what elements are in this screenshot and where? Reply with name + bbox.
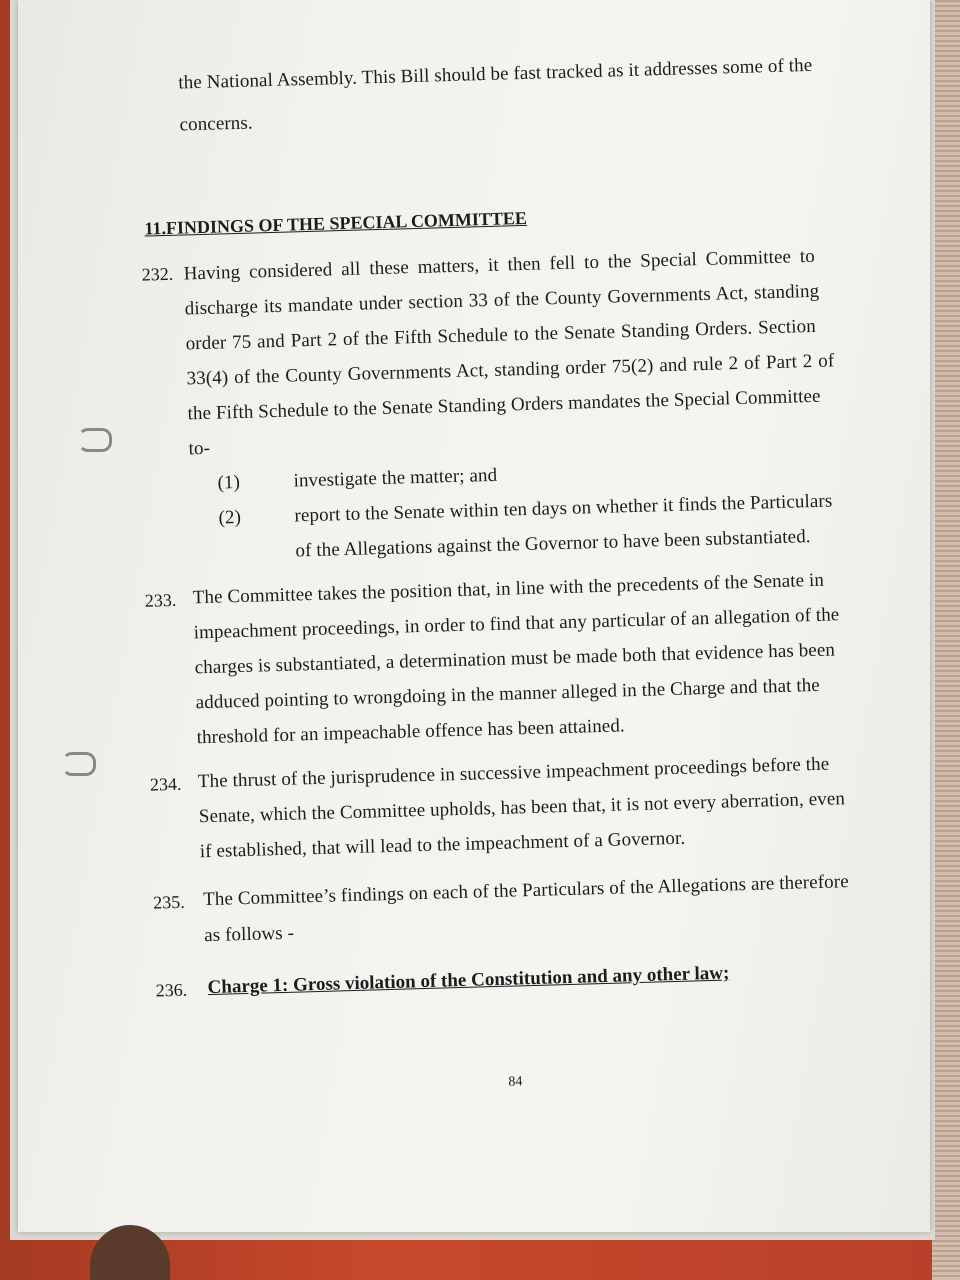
paragraph-line: threshold for an impeachable offence has been attained. bbox=[196, 715, 626, 749]
charge-heading bbox=[207, 963, 729, 1000]
paragraph-line: adduced pointing to wrongdoing in the manner alleged in the Charge and that the bbox=[195, 674, 821, 714]
paragraph-line: The thrust of the jurisprudence in successive impeachment proceedings before the bbox=[197, 753, 830, 793]
charge-title: Gross violation of the Constitution and any other law; bbox=[292, 962, 730, 996]
document-page bbox=[18, 0, 930, 1232]
paragraph-line: the Fifth Schedule to the Senate Standing Orders mandates the Special Committee bbox=[187, 385, 821, 425]
paragraph-line: 33(4) of the County Governments Act, standing order 75(2) and rule 2 of Part 2 of bbox=[186, 350, 835, 390]
paragraph-number: 233. bbox=[144, 589, 177, 611]
paragraph-line: if established, that will lead to the impeachment of a Governor. bbox=[199, 827, 686, 863]
list-item-text: report to the Senate within ten days on whether it finds the Particulars bbox=[294, 490, 833, 527]
paragraph-line: impeachment proceedings, in order to find that any particular of an allegation of the bbox=[193, 604, 840, 644]
paragraph-number: 236. bbox=[155, 979, 188, 1001]
section-heading bbox=[144, 208, 527, 240]
paragraph-line: Senate, which the Committee upholds, has been that, it is not every aberration, even bbox=[198, 788, 846, 828]
paragraph-line: to- bbox=[188, 437, 211, 460]
paragraph-line: concerns. bbox=[179, 112, 253, 136]
charge-label: Charge 1: bbox=[207, 974, 289, 999]
list-item-text: of the Allegations against the Governor to have been substantiated. bbox=[295, 526, 811, 562]
list-item-label: (1) bbox=[217, 471, 241, 494]
binder-edge bbox=[932, 0, 960, 1280]
paragraph-line: order 75 and Part 2 of the Fifth Schedule to the Senate Standing Orders. Section bbox=[185, 315, 817, 355]
paragraph-line: The Committee takes the position that, in line with the precedents of the Senate in bbox=[192, 569, 825, 609]
paragraph-line: discharge its mandate under section 33 of the County Governments Act, standing bbox=[184, 280, 820, 320]
section-title: FINDINGS OF THE SPECIAL COMMITTEE bbox=[165, 207, 528, 238]
page-number: 84 bbox=[508, 1074, 523, 1090]
paragraph-number: 232. bbox=[141, 263, 174, 285]
paragraph-number: 235. bbox=[152, 891, 186, 913]
paragraph-line: the National Assembly. This Bill should be fast tracked as it addresses some of the bbox=[178, 54, 813, 94]
paragraph-number: 234. bbox=[149, 773, 182, 795]
paragraph-line: charges is substantiated, a determination must be made both that evidence has been bbox=[194, 639, 836, 679]
paragraph-line: as follows - bbox=[203, 922, 295, 947]
paragraph-line: Having considered all these matters, it then fell to the Special Committee to bbox=[183, 245, 816, 285]
paragraph-line: The Committee’s findings on each of the Particulars of the Allegations are therefore bbox=[202, 871, 849, 911]
section-number: 11. bbox=[144, 217, 167, 239]
list-item-text: investigate the matter; and bbox=[293, 464, 498, 492]
list-item-label: (2) bbox=[218, 506, 242, 529]
page-text bbox=[18, 0, 930, 1232]
